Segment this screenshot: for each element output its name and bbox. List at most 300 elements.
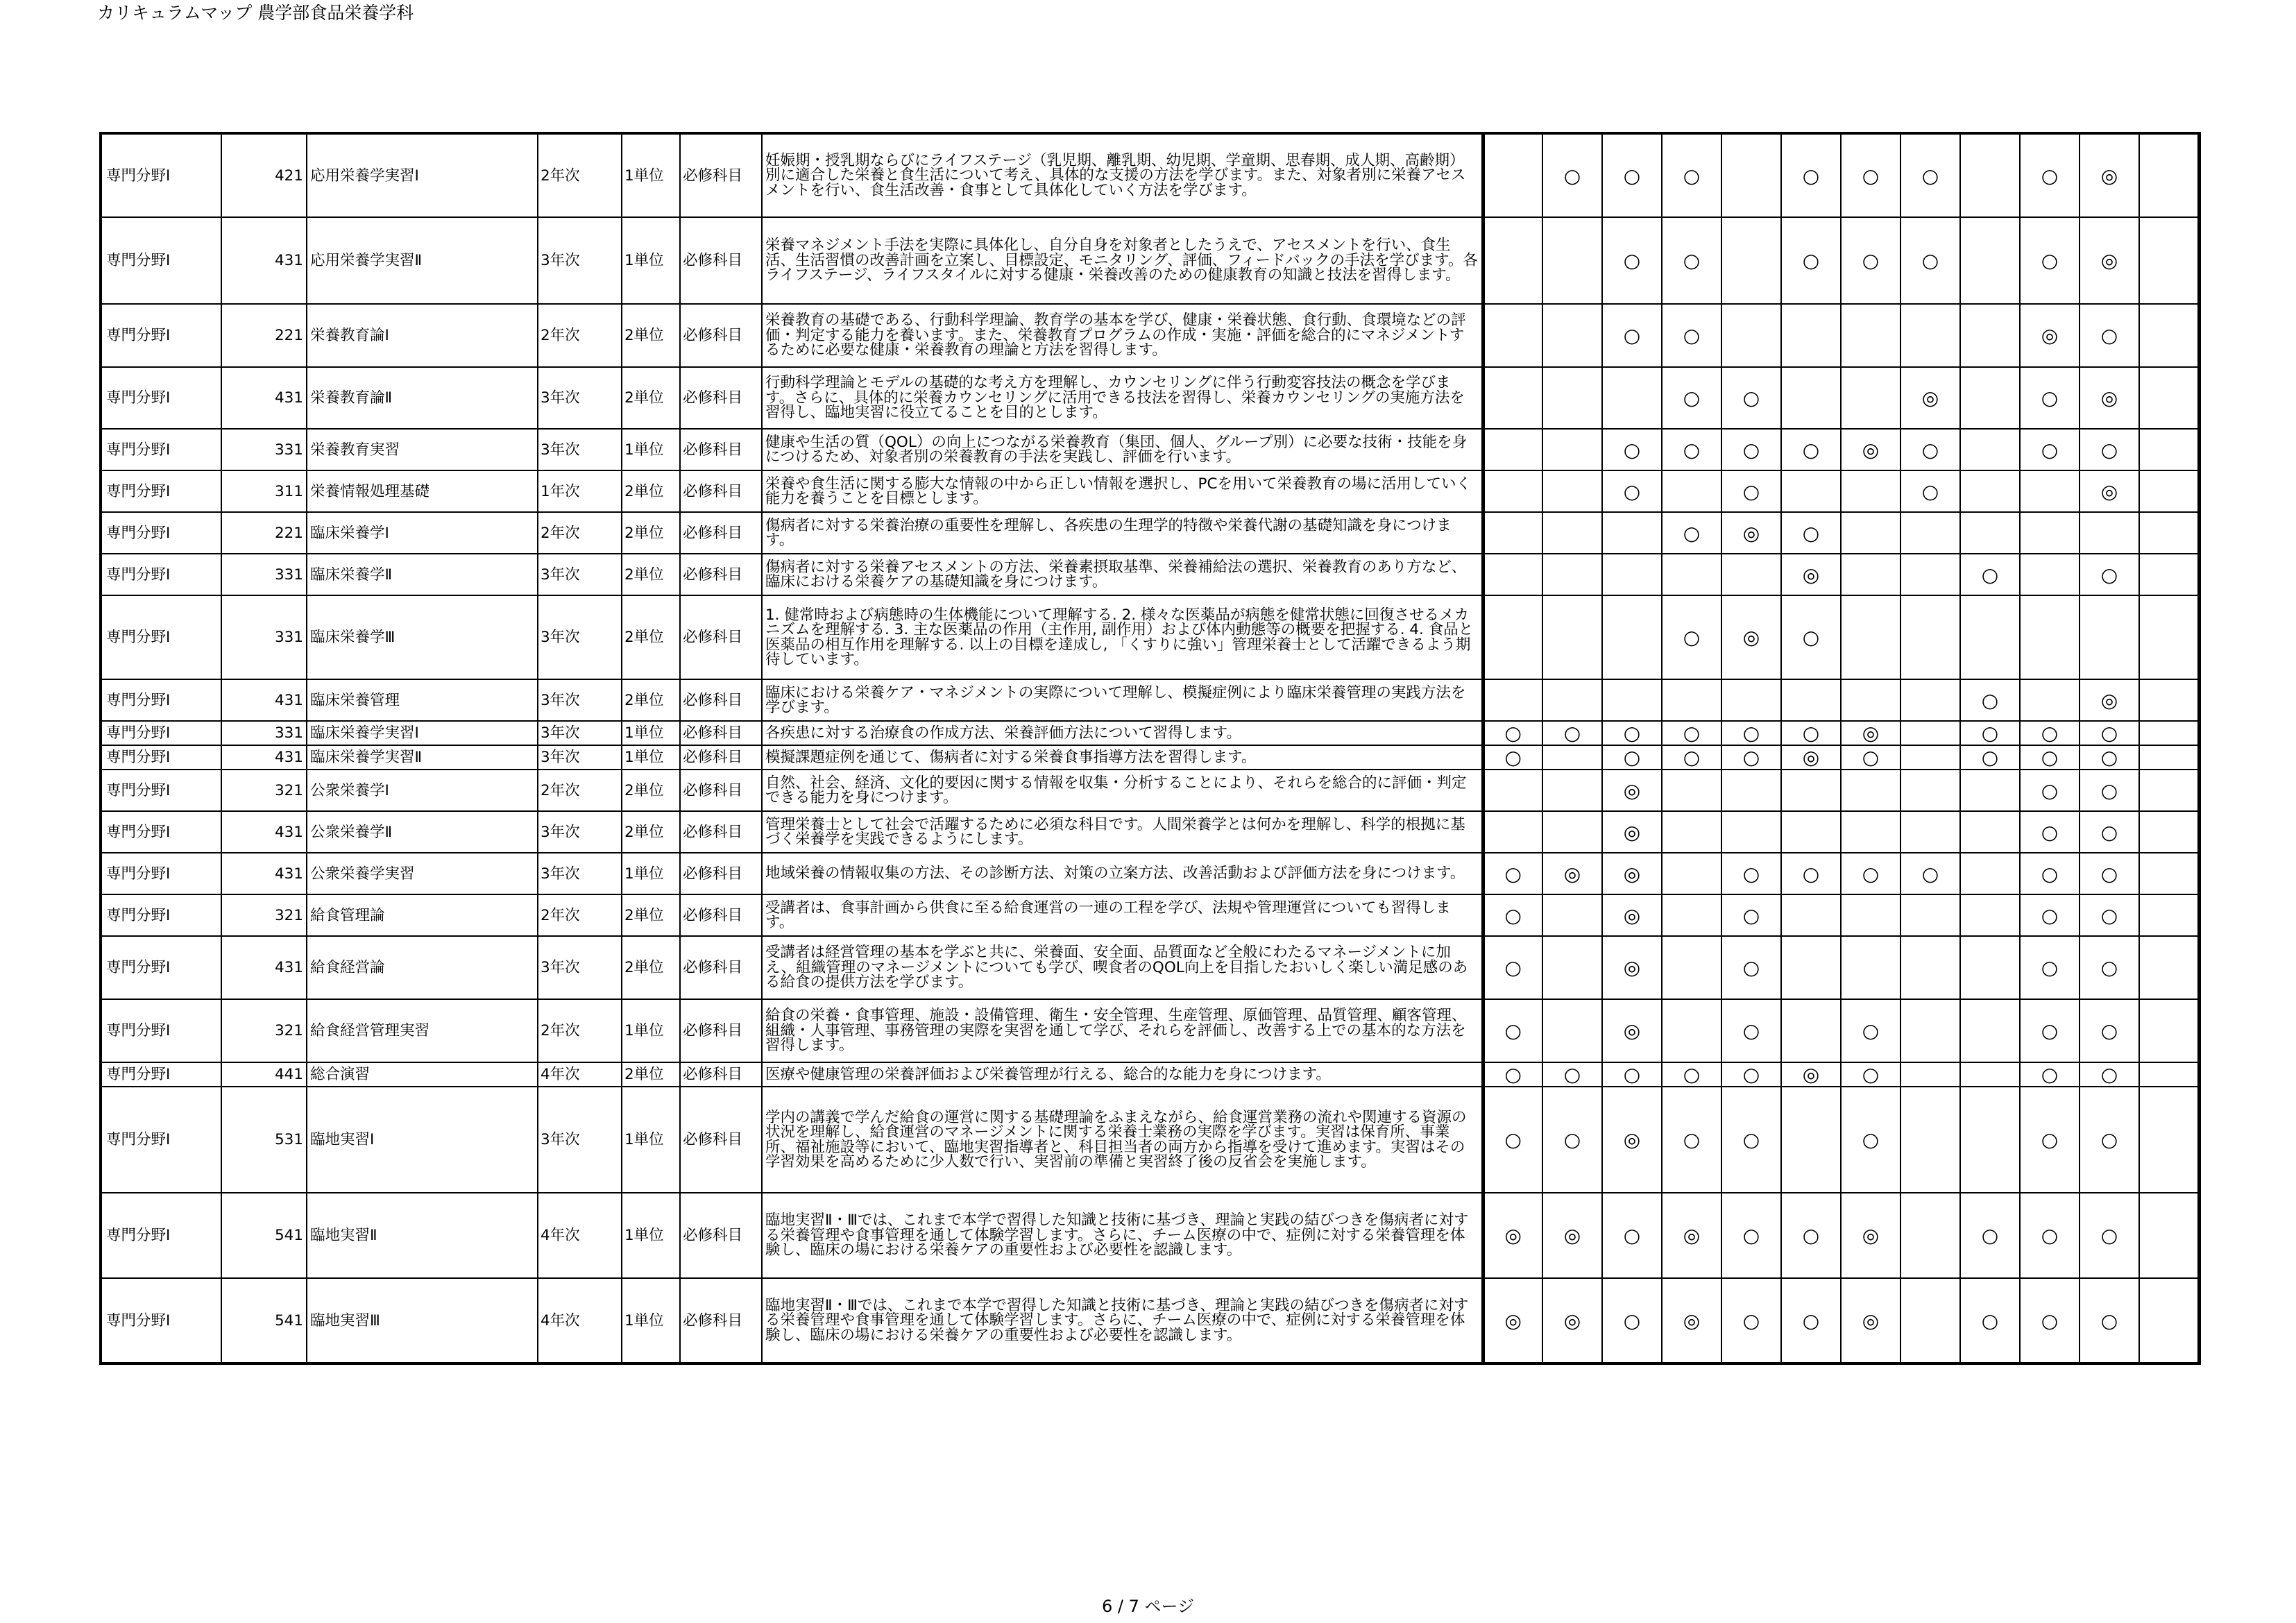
competency-mark	[1900, 1193, 1960, 1278]
competency-mark	[2020, 595, 2080, 679]
course-type: 必修科目	[680, 512, 762, 554]
competency-mark	[2139, 1278, 2199, 1363]
competency-mark: ○	[1781, 429, 1841, 470]
competency-mark	[1602, 595, 1662, 679]
course-description: 臨地実習Ⅱ・Ⅲでは、これまで本学で習得した知識と技術に基づき、理論と実践の結びつきを傷病者に対する栄養管理や食事管理を通して体験学習します。さらに、チーム医療の中で、症例に対する栄養管理を体験し、臨床の場における栄養ケアの重要性および必要性を認識します。	[762, 1278, 1483, 1363]
competency-mark	[2139, 811, 2199, 853]
subject-field: 専門分野Ⅰ	[101, 1193, 221, 1278]
competency-mark: ○	[1662, 217, 1721, 304]
competency-mark: ○	[2020, 1062, 2080, 1087]
course-number: 221	[221, 512, 307, 554]
competency-mark	[1900, 1278, 1960, 1363]
course-type: 必修科目	[680, 999, 762, 1062]
course-credits: 2単位	[622, 304, 680, 367]
course-year: 2年次	[538, 304, 622, 367]
course-number: 541	[221, 1193, 307, 1278]
course-number: 541	[221, 1278, 307, 1363]
competency-mark	[2139, 429, 2199, 470]
subject-field: 専門分野Ⅰ	[101, 894, 221, 936]
course-name: 栄養教育実習	[307, 429, 538, 470]
subject-field: 専門分野Ⅰ	[101, 133, 221, 217]
course-type: 必修科目	[680, 936, 762, 999]
subject-field: 専門分野Ⅰ	[101, 1278, 221, 1363]
course-type: 必修科目	[680, 853, 762, 894]
course-name: 臨床栄養管理	[307, 679, 538, 721]
competency-mark	[1841, 936, 1900, 999]
course-year: 1年次	[538, 470, 622, 512]
course-number: 431	[221, 853, 307, 894]
course-name: 臨地実習Ⅱ	[307, 1193, 538, 1278]
competency-mark	[1542, 999, 1602, 1062]
table-row	[101, 217, 2199, 304]
course-number: 431	[221, 936, 307, 999]
competency-mark: ○	[1960, 721, 2020, 745]
competency-mark	[1960, 304, 2020, 367]
competency-mark: ○	[2080, 429, 2139, 470]
course-year: 3年次	[538, 721, 622, 745]
table-row	[101, 512, 2199, 554]
competency-mark	[2020, 470, 2080, 512]
competency-mark	[2139, 217, 2199, 304]
competency-mark: ○	[1900, 217, 1960, 304]
course-number: 321	[221, 999, 307, 1062]
course-description: 各疾患に対する治療食の作成方法、栄養評価方法について習得します。	[762, 721, 1483, 745]
competency-mark	[1960, 770, 2020, 811]
competency-mark: ○	[2080, 554, 2139, 595]
subject-field: 専門分野Ⅰ	[101, 470, 221, 512]
subject-field: 専門分野Ⅰ	[101, 367, 221, 429]
course-description: 受講者は経営管理の基本を学ぶと共に、栄養面、安全面、品質面など全般にわたるマネージメントに加え、組織管理のマネージメントについても学び、喫食者のQOL向上を目指したおいしく楽しい満足感のある給食の提供方法を学びます。	[762, 936, 1483, 999]
competency-mark: ◎	[2080, 217, 2139, 304]
competency-mark: ◎	[1662, 1278, 1721, 1363]
course-name: 給食経営論	[307, 936, 538, 999]
course-credits: 1単位	[622, 1193, 680, 1278]
competency-mark: ○	[1781, 1278, 1841, 1363]
course-year: 2年次	[538, 133, 622, 217]
competency-mark	[2139, 1193, 2199, 1278]
competency-mark	[1542, 894, 1602, 936]
competency-mark	[1542, 770, 1602, 811]
course-name: 臨床栄養学Ⅲ	[307, 595, 538, 679]
course-number: 321	[221, 770, 307, 811]
page-number: 6 / 7 ページ	[1101, 1597, 1195, 1616]
competency-mark	[2139, 721, 2199, 745]
competency-mark	[2020, 679, 2080, 721]
competency-mark	[1900, 1062, 1960, 1087]
competency-mark	[1483, 217, 1542, 304]
competency-mark: ○	[1721, 721, 1781, 745]
competency-mark	[1781, 304, 1841, 367]
competency-mark	[1483, 770, 1542, 811]
competency-mark: ◎	[1602, 853, 1662, 894]
course-year: 3年次	[538, 595, 622, 679]
competency-mark	[1483, 679, 1542, 721]
competency-mark	[1960, 853, 2020, 894]
course-type: 必修科目	[680, 217, 762, 304]
course-year: 3年次	[538, 367, 622, 429]
competency-mark	[1841, 512, 1900, 554]
competency-mark: ◎	[1602, 936, 1662, 999]
course-credits: 2単位	[622, 1062, 680, 1087]
course-description: 地域栄養の情報収集の方法、その診断方法、対策の立案方法、改善活動および評価方法を身につけます。	[762, 853, 1483, 894]
course-number: 431	[221, 217, 307, 304]
competency-mark	[2139, 679, 2199, 721]
course-name: 給食経営管理実習	[307, 999, 538, 1062]
competency-mark: ○	[1781, 133, 1841, 217]
competency-mark: ○	[1483, 745, 1542, 770]
table-row	[101, 999, 2199, 1062]
competency-mark	[2139, 512, 2199, 554]
table-row	[101, 853, 2199, 894]
competency-mark	[1662, 811, 1721, 853]
competency-mark: ◎	[1841, 1193, 1900, 1278]
course-credits: 2単位	[622, 936, 680, 999]
course-credits: 2単位	[622, 811, 680, 853]
competency-mark: ◎	[1721, 512, 1781, 554]
competency-mark: ◎	[1602, 999, 1662, 1062]
course-credits: 2単位	[622, 770, 680, 811]
competency-mark	[1721, 770, 1781, 811]
competency-mark: ○	[1721, 894, 1781, 936]
competency-mark	[2139, 133, 2199, 217]
competency-mark: ○	[1960, 1193, 2020, 1278]
competency-mark: ○	[1662, 429, 1721, 470]
competency-mark	[1900, 999, 1960, 1062]
competency-mark	[1483, 133, 1542, 217]
course-credits: 1単位	[622, 429, 680, 470]
table-row	[101, 367, 2199, 429]
competency-mark: ○	[2080, 936, 2139, 999]
course-description: 1. 健常時および病態時の生体機能について理解する. 2. 様々な医薬品が病態を健常状態に回復させるメカニズムを理解する. 3. 主な医薬品の作用（主作用, 副作用）および体内動態等の概要を把握する. 4. 食品と医薬品の相互作用を理解する. 以上の目標を達成し, 「くすりに強い」管理栄養士として活躍できるよう期待しています。	[762, 595, 1483, 679]
competency-mark	[1662, 770, 1721, 811]
competency-mark: ○	[1721, 999, 1781, 1062]
competency-mark	[2139, 367, 2199, 429]
course-number: 441	[221, 1062, 307, 1087]
competency-mark	[1542, 367, 1602, 429]
competency-mark	[2020, 512, 2080, 554]
course-name: 公衆栄養学実習	[307, 853, 538, 894]
competency-mark: ○	[1662, 304, 1721, 367]
competency-mark	[1602, 367, 1662, 429]
competency-mark: ○	[1721, 367, 1781, 429]
competency-mark: ○	[2020, 1193, 2080, 1278]
competency-mark: ○	[1483, 894, 1542, 936]
course-description: 健康や生活の質（QOL）の向上につながる栄養教育（集団、個人、グループ別）に必要な技術・技能を身につけるため、対象者別の栄養教育の手法を実践し、評価を行います。	[762, 429, 1483, 470]
competency-mark	[2020, 554, 2080, 595]
course-type: 必修科目	[680, 1062, 762, 1087]
competency-mark: ○	[1602, 1193, 1662, 1278]
competency-mark	[1483, 429, 1542, 470]
competency-mark: ◎	[2080, 367, 2139, 429]
competency-mark	[1900, 811, 1960, 853]
course-credits: 1単位	[622, 1278, 680, 1363]
competency-mark: ◎	[1900, 367, 1960, 429]
competency-mark	[2080, 595, 2139, 679]
competency-mark: ◎	[2080, 133, 2139, 217]
competency-mark	[1781, 894, 1841, 936]
course-name: 栄養教育論Ⅱ	[307, 367, 538, 429]
course-name: 臨床栄養学実習Ⅰ	[307, 721, 538, 745]
course-number: 531	[221, 1087, 307, 1193]
table-row	[101, 894, 2199, 936]
course-type: 必修科目	[680, 1193, 762, 1278]
competency-mark	[1960, 470, 2020, 512]
course-credits: 1単位	[622, 721, 680, 745]
competency-mark: ○	[2020, 721, 2080, 745]
competency-mark: ◎	[1841, 1278, 1900, 1363]
competency-mark: ○	[2080, 999, 2139, 1062]
competency-mark	[1662, 999, 1721, 1062]
course-type: 必修科目	[680, 894, 762, 936]
course-number: 331	[221, 429, 307, 470]
competency-mark	[1483, 304, 1542, 367]
competency-mark: ○	[1483, 999, 1542, 1062]
course-credits: 1単位	[622, 853, 680, 894]
competency-mark: ○	[2080, 1193, 2139, 1278]
course-type: 必修科目	[680, 367, 762, 429]
competency-mark: ○	[2020, 367, 2080, 429]
course-type: 必修科目	[680, 595, 762, 679]
competency-mark: ○	[1662, 595, 1721, 679]
subject-field: 専門分野Ⅰ	[101, 679, 221, 721]
course-description: 模擬課題症例を通じて、傷病者に対する栄養食事指導方法を習得します。	[762, 745, 1483, 770]
table-row	[101, 554, 2199, 595]
competency-mark: ○	[2020, 936, 2080, 999]
course-number: 431	[221, 367, 307, 429]
competency-mark: ○	[1841, 999, 1900, 1062]
competency-mark: ○	[1900, 429, 1960, 470]
competency-mark: ○	[1841, 133, 1900, 217]
course-year: 3年次	[538, 811, 622, 853]
competency-mark: ○	[2080, 1278, 2139, 1363]
course-number: 311	[221, 470, 307, 512]
competency-mark	[1721, 217, 1781, 304]
competency-mark: ○	[1602, 217, 1662, 304]
competency-mark	[2139, 999, 2199, 1062]
competency-mark	[1841, 894, 1900, 936]
course-description: 栄養マネジメント手法を実際に具体化し、自分自身を対象者としたうえで、アセスメントを行い、食生活、生活習慣の改善計画を立案し、目標設定、モニタリング、評価、フィードバックの手法を学びます。各ライフステージ、ライフスタイルに対する健康・栄養改善のための健康教育の知識と技法を習得します。	[762, 217, 1483, 304]
competency-mark: ○	[1721, 1062, 1781, 1087]
competency-mark	[1662, 679, 1721, 721]
course-number: 331	[221, 595, 307, 679]
competency-mark	[1662, 894, 1721, 936]
course-credits: 1単位	[622, 133, 680, 217]
competency-mark	[2139, 595, 2199, 679]
subject-field: 専門分野Ⅰ	[101, 811, 221, 853]
competency-mark: ○	[2080, 1062, 2139, 1087]
course-description: 臨地実習Ⅱ・Ⅲでは、これまで本学で習得した知識と技術に基づき、理論と実践の結びつきを傷病者に対する栄養管理や食事管理を通して体験学習します。さらに、チーム医療の中で、症例に対する栄養管理を体験し、臨床の場における栄養ケアの重要性および必要性を認識します。	[762, 1193, 1483, 1278]
competency-mark	[1542, 470, 1602, 512]
course-type: 必修科目	[680, 470, 762, 512]
competency-mark: ◎	[1542, 1193, 1602, 1278]
competency-mark	[1900, 936, 1960, 999]
course-description: 傷病者に対する栄養アセスメントの方法、栄養素摂取基準、栄養補給法の選択、栄養教育のあり方など、臨床における栄養ケアの基礎知識を身につけます。	[762, 554, 1483, 595]
competency-mark	[1841, 470, 1900, 512]
competency-mark	[1960, 1087, 2020, 1193]
competency-mark	[1483, 595, 1542, 679]
competency-mark	[1960, 811, 2020, 853]
competency-mark: ○	[2080, 853, 2139, 894]
table-row	[101, 679, 2199, 721]
table-row	[101, 721, 2199, 745]
course-description: 栄養や食生活に関する膨大な情報の中から正しい情報を選択し、PCを用いて栄養教育の場に活用していく能力を養うことを目標とします。	[762, 470, 1483, 512]
competency-mark: ○	[2080, 745, 2139, 770]
competency-mark: ◎	[1662, 1193, 1721, 1278]
course-number: 431	[221, 745, 307, 770]
course-number: 431	[221, 679, 307, 721]
course-type: 必修科目	[680, 811, 762, 853]
course-year: 4年次	[538, 1278, 622, 1363]
table-row	[101, 1062, 2199, 1087]
competency-mark	[1542, 745, 1602, 770]
course-year: 3年次	[538, 217, 622, 304]
competency-mark: ○	[1602, 721, 1662, 745]
subject-field: 専門分野Ⅰ	[101, 770, 221, 811]
competency-mark: ○	[1602, 470, 1662, 512]
course-year: 2年次	[538, 999, 622, 1062]
course-name: 総合演習	[307, 1062, 538, 1087]
subject-field: 専門分野Ⅰ	[101, 304, 221, 367]
course-name: 臨地実習Ⅲ	[307, 1278, 538, 1363]
competency-mark: ○	[1721, 470, 1781, 512]
course-description: 自然、社会、経済、文化的要因に関する情報を収集・分析することにより、それらを総合的に評価・判定できる能力を身につけます。	[762, 770, 1483, 811]
competency-mark	[1542, 679, 1602, 721]
competency-mark	[1781, 679, 1841, 721]
competency-mark: ◎	[1602, 811, 1662, 853]
competency-mark	[2139, 853, 2199, 894]
competency-mark	[2139, 1062, 2199, 1087]
course-type: 必修科目	[680, 133, 762, 217]
competency-mark: ○	[2080, 304, 2139, 367]
competency-mark: ○	[1960, 745, 2020, 770]
competency-mark: ○	[1602, 429, 1662, 470]
competency-mark	[1483, 470, 1542, 512]
competency-mark: ○	[1781, 512, 1841, 554]
competency-mark	[1960, 999, 2020, 1062]
course-year: 3年次	[538, 936, 622, 999]
table-row	[101, 470, 2199, 512]
course-type: 必修科目	[680, 304, 762, 367]
competency-mark: ◎	[1542, 1278, 1602, 1363]
competency-mark: ○	[2020, 745, 2080, 770]
table-row	[101, 770, 2199, 811]
course-credits: 1単位	[622, 1087, 680, 1193]
subject-field: 専門分野Ⅰ	[101, 595, 221, 679]
competency-mark	[1662, 470, 1721, 512]
competency-mark	[1602, 554, 1662, 595]
competency-mark: ○	[1483, 721, 1542, 745]
course-name: 応用栄養学実習Ⅱ	[307, 217, 538, 304]
competency-mark: ○	[1483, 1062, 1542, 1087]
course-year: 4年次	[538, 1062, 622, 1087]
course-name: 公衆栄養学Ⅰ	[307, 770, 538, 811]
competency-mark: ○	[2080, 770, 2139, 811]
table-row	[101, 304, 2199, 367]
course-year: 3年次	[538, 554, 622, 595]
course-type: 必修科目	[680, 1087, 762, 1193]
competency-mark	[1542, 595, 1602, 679]
competency-mark	[1841, 554, 1900, 595]
competency-mark	[2139, 770, 2199, 811]
competency-mark: ○	[2020, 770, 2080, 811]
table-row	[101, 133, 2199, 217]
course-year: 2年次	[538, 512, 622, 554]
competency-mark	[1483, 811, 1542, 853]
competency-mark	[2139, 304, 2199, 367]
subject-field: 専門分野Ⅰ	[101, 554, 221, 595]
competency-mark: ○	[2020, 1087, 2080, 1193]
course-type: 必修科目	[680, 554, 762, 595]
competency-mark	[1960, 133, 2020, 217]
course-number: 221	[221, 304, 307, 367]
course-type: 必修科目	[680, 1278, 762, 1363]
competency-mark: ○	[1662, 133, 1721, 217]
course-name: 応用栄養学実習Ⅰ	[307, 133, 538, 217]
competency-mark: ○	[1841, 853, 1900, 894]
competency-mark	[1542, 936, 1602, 999]
competency-mark	[2139, 1087, 2199, 1193]
course-description: 受講者は、食事計画から供食に至る給食運営の一連の工程を学び、法規や管理運営についても習得します。	[762, 894, 1483, 936]
competency-mark: ◎	[1721, 595, 1781, 679]
competency-mark	[1900, 770, 1960, 811]
competency-mark: ○	[1841, 745, 1900, 770]
course-year: 3年次	[538, 679, 622, 721]
competency-mark: ○	[1602, 133, 1662, 217]
table-row	[101, 811, 2199, 853]
competency-mark: ○	[1960, 1278, 2020, 1363]
course-number: 331	[221, 554, 307, 595]
course-type: 必修科目	[680, 745, 762, 770]
competency-mark	[2139, 936, 2199, 999]
competency-mark	[1960, 1062, 2020, 1087]
competency-mark	[1781, 367, 1841, 429]
competency-mark: ○	[2020, 853, 2080, 894]
competency-mark	[2080, 512, 2139, 554]
competency-mark	[1900, 721, 1960, 745]
course-name: 臨床栄養学実習Ⅱ	[307, 745, 538, 770]
competency-mark	[1900, 894, 1960, 936]
subject-field: 専門分野Ⅰ	[101, 853, 221, 894]
course-number: 431	[221, 811, 307, 853]
competency-mark	[1841, 679, 1900, 721]
competency-mark: ○	[1542, 133, 1602, 217]
competency-mark	[1960, 894, 2020, 936]
competency-mark	[1841, 811, 1900, 853]
competency-mark	[1542, 554, 1602, 595]
competency-mark: ◎	[1781, 745, 1841, 770]
competency-mark: ○	[1662, 721, 1721, 745]
competency-mark	[1960, 936, 2020, 999]
course-description: 行動科学理論とモデルの基礎的な考え方を理解し、カウンセリングに伴う行動変容技法の概念を学びます。さらに、具体的に栄養カウンセリングに活用できる技法を習得し、栄養カウンセリングの実施方法を習得し、臨地実習に役立てることを目的とします。	[762, 367, 1483, 429]
course-credits: 2単位	[622, 512, 680, 554]
course-description: 学内の講義で学んだ給食の運営に関する基礎理論をふまえながら、給食運営業務の流れや関連する資源の状況を理解し、給食運営のマネージメントに関する栄養士業務の実際を学びます。実習は保育所、事業所、福祉施設等において、臨地実習指導者と、科目担当者の両方から指導を受けて進めます。実習はその学習効果を高めるために少人数で行い、実習前の準備と実習終了後の反省会を実施します。	[762, 1087, 1483, 1193]
competency-mark: ○	[1602, 304, 1662, 367]
competency-mark	[1721, 133, 1781, 217]
course-credits: 2単位	[622, 894, 680, 936]
competency-mark: ○	[2080, 1087, 2139, 1193]
competency-mark: ○	[1841, 1087, 1900, 1193]
subject-field: 専門分野Ⅰ	[101, 745, 221, 770]
competency-mark	[1721, 679, 1781, 721]
competency-mark	[1602, 512, 1662, 554]
course-year: 3年次	[538, 853, 622, 894]
table-row	[101, 595, 2199, 679]
competency-mark: ○	[1721, 1193, 1781, 1278]
competency-mark	[1781, 811, 1841, 853]
competency-mark: ○	[1662, 1087, 1721, 1193]
competency-mark: ○	[1483, 1087, 1542, 1193]
competency-mark: ◎	[2080, 679, 2139, 721]
